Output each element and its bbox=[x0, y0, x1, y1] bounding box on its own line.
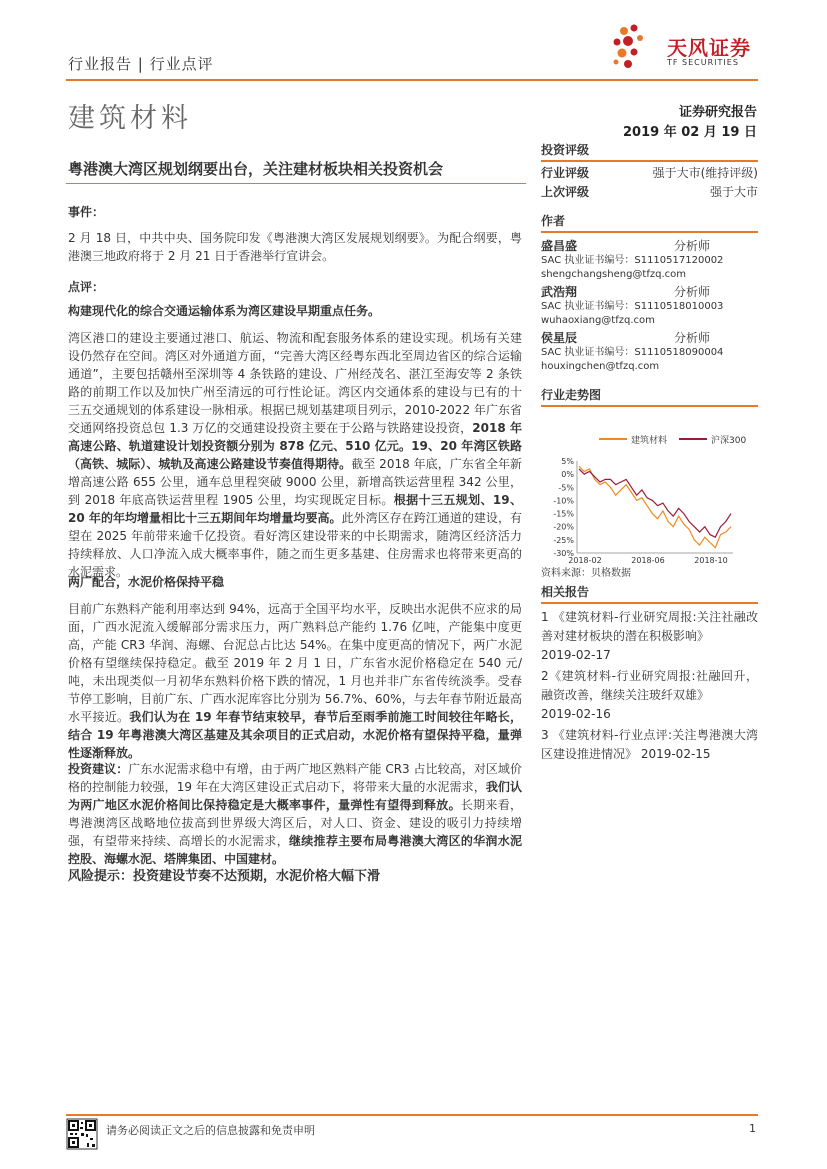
comment-section bbox=[68, 278, 522, 581]
prev-rating-label: 上次评级 bbox=[541, 185, 590, 199]
author-name: 侯星辰 bbox=[541, 331, 578, 345]
para1-b: 2018 年高速公路、轨道建设计划投资额分别为 878 亿元、510 亿元。19、20 年湾区铁路（高铁、城际）、城轨及高速公路建设节奏值得期待。 bbox=[68, 421, 523, 471]
cement-section bbox=[68, 573, 522, 762]
para1-e: 此外湾区存在跨江通道的建设，有望在 2025 年前带来逾千亿投资。看好湾区建设带来的中长期需求，随湾区经济活力持续释放、人口净流入成大概率事件，随之而生更多基建、住房需求也将带来更高的水泥需求。 bbox=[68, 511, 522, 579]
series-line bbox=[579, 469, 731, 537]
author-item bbox=[541, 285, 758, 328]
author-cert: SAC 执业证书编号：S1110518090004 bbox=[541, 347, 724, 358]
qr-code-icon bbox=[66, 1118, 98, 1150]
related-item-text: 2《建筑材料-行业研究周报:社融回升，融资改善，继续关注玻纤双雄》 bbox=[541, 669, 758, 702]
section2-title: 两广配合，水泥价格保持平稳 bbox=[68, 575, 225, 589]
prev-rating-value: 强于大市 bbox=[709, 185, 758, 199]
author-role: 分析师 bbox=[673, 331, 710, 345]
related-item-date: 2019-02-16 bbox=[541, 707, 611, 721]
invest-label: 投资建议： bbox=[68, 762, 129, 776]
invest-c: 长期来看，粤港澳湾区战略地位拔高到世界级大湾区后，对人口、资金、建设的吸引力持续增强，有望带来持续、高增长的水泥需求， bbox=[68, 798, 522, 848]
report-type: 证券研究报告 bbox=[678, 105, 757, 120]
header-divider bbox=[66, 79, 758, 81]
x-tick-label: 2018-06 bbox=[631, 556, 665, 563]
rating-row bbox=[541, 164, 758, 183]
author-cert: SAC 执业证书编号：S1110518010003 bbox=[541, 301, 724, 312]
para2-a: 目前广东熟料产能利用率达到 94%，远高于全国平均水平，反映出水泥供不应求的局面，广西水泥流入缓解部分需求压力，两广熟料总产能约 1.76 亿吨，产能集中度更高，产能 CR3 华润、海螺、台泥总占比达 54%。在集中度更高的情况下，两广水泥价格有望继续保持稳定。截至 2019 年 2 月 1 日，广东省水泥价格稳定在 540 元/吨，未出现类似一月初华东熟料价格下跌的情况，1 月也并非广东省传统淡季。受春节停工影响，目前广东、广西水泥库容比分别为 56.7%、60%，与去年春节附近最高水平接近。 bbox=[68, 602, 522, 724]
report-date: 2019 年 02 月 19 日 bbox=[623, 125, 757, 140]
author-title: 作者 bbox=[541, 212, 758, 233]
y-tick-label: 5% bbox=[561, 457, 574, 466]
rating-box bbox=[541, 141, 758, 202]
risk-warning: 风险提示：投资建设节奏不达预期，水泥价格大幅下滑 bbox=[68, 869, 381, 884]
trend-box bbox=[541, 386, 758, 581]
author-email[interactable]: houxingchen@tfzq.com bbox=[541, 361, 660, 372]
related-item[interactable] bbox=[541, 726, 758, 764]
author-email[interactable]: shengchangsheng@tfzq.com bbox=[541, 269, 686, 280]
author-email[interactable]: wuhaoxiang@tfzq.com bbox=[541, 315, 655, 326]
legend-label: 沪深300 bbox=[711, 436, 747, 446]
series-line bbox=[579, 466, 731, 547]
related-item[interactable] bbox=[541, 608, 758, 665]
section1-title: 构建现代化的综合交通运输体系为湾区建设早期重点任务。 bbox=[68, 304, 381, 318]
rating-title: 投资评级 bbox=[541, 141, 758, 162]
author-item bbox=[541, 239, 758, 282]
author-box bbox=[541, 212, 758, 374]
author-role: 分析师 bbox=[673, 285, 710, 299]
industry-title: 建筑材料 bbox=[68, 103, 192, 134]
y-tick-label: -20% bbox=[553, 522, 574, 532]
para1-d: 根据十三五规划、19、20 年的年均增量相比十三五期间年均增量均要高。 bbox=[68, 493, 522, 525]
section1-paragraph bbox=[68, 329, 522, 581]
related-item-text: 1 《建筑材料-行业研究周报:关注社融改善对建材板块的潜在积极影响》 bbox=[541, 610, 758, 643]
y-tick-label: -10% bbox=[553, 496, 574, 506]
y-tick-label: -5% bbox=[558, 483, 574, 493]
logo-mark-icon bbox=[612, 22, 664, 74]
invest-b: 我们认为两广地区水泥价格间比保持稳定是大概率事件，量弹性有望得到释放。 bbox=[68, 780, 522, 812]
logo-text-cn: 天风证券 bbox=[667, 36, 751, 60]
para1-c: 截至 2018 年底，广东省全年新增高速公路 655 公里，通车总里程突破 9000 公里，新增高铁运营里程 342 公里，到 2018 年底高铁运营里程 1905 公里，均实现既定目标。 bbox=[68, 457, 522, 507]
para1-a: 湾区港口的建设主要通过港口、航运、物流和配套服务体系的建设实现。机场有关建设仍然存在空间。湾区对外通道方面，“完善大湾区经粤东西北至周边省区的综合运输通道”，主要包括赣州至深圳等 4 条铁路的建设、广州经茂名、湛江至海安等 2 条铁路的前期工作以及加快广州至清远的可行性论证。湾区内交通体系的建设与已有的十三五交通规划的体系建设一脉相承。根据已规划基建项目列示，2010-2022 年广东省交通网络投资总包 1.3 万亿的交通建设投资主要在于公路与铁路建设投资， bbox=[68, 331, 522, 435]
chart-source: 资料来源：贝格数据 bbox=[541, 568, 631, 579]
y-tick-label: -30% bbox=[553, 549, 574, 558]
report-headline: 粤港澳大湾区规划纲要出台，关注建材板块相关投资机会 bbox=[68, 160, 444, 178]
related-item-text: 3 《建筑材料-行业点评:关注粤港澳大湾区建设推进情况》 2019-02-15 bbox=[541, 728, 758, 761]
footer-divider bbox=[66, 1114, 758, 1116]
y-tick-label: 0% bbox=[561, 470, 574, 480]
y-tick-label: -25% bbox=[553, 535, 574, 545]
author-item bbox=[541, 331, 758, 374]
related-box bbox=[541, 583, 758, 764]
legend-label: 建筑材料 bbox=[631, 436, 668, 446]
event-text: 2 月 18 日，中共中央、国务院印发《粤港澳大湾区发展规划纲要》。为配合纲要，粤港澳三地政府将于 2 月 21 日于香港举行宣讲会。 bbox=[68, 231, 522, 263]
invest-a: 广东水泥需求稳中有增，由于两广地区熟料产能 CR3 占比较高，对区域价格的控制能力较强，19 年在大湾区建设正式启动下，将带来大量的水泥需求， bbox=[68, 762, 522, 794]
author-role: 分析师 bbox=[673, 239, 710, 253]
industry-trend-chart bbox=[541, 413, 758, 563]
invest-d: 继续推荐主要布局粤港澳大湾区的华润水泥控股、海螺水泥、塔牌集团、中国建材。 bbox=[68, 834, 522, 866]
para2-b: 我们认为在 19 年春节结束较早，春节后至雨季前施工时间较往年略长，结合 19 年粤港澳大湾区基建及其余项目的正式启动，水泥价格有望保持平稳，量弹性逐渐释放。 bbox=[68, 710, 522, 760]
related-title: 相关报告 bbox=[541, 583, 758, 604]
headline-divider bbox=[66, 183, 526, 184]
author-name: 武浩翔 bbox=[541, 285, 578, 299]
rating-value: 强于大市(维持评级) bbox=[652, 166, 758, 180]
page-number: 1 bbox=[749, 1122, 756, 1135]
related-item-date: 2019-02-17 bbox=[541, 648, 611, 662]
investment-paragraph bbox=[68, 760, 522, 868]
event-section bbox=[68, 203, 522, 265]
comment-label: 点评： bbox=[68, 280, 105, 294]
y-tick-label: -15% bbox=[553, 509, 574, 519]
x-tick-label: 2018-10 bbox=[694, 556, 728, 563]
report-category: 行业报告 | 行业点评 bbox=[68, 55, 214, 73]
rating-label: 行业评级 bbox=[541, 166, 590, 180]
logo-text-en: TF SECURITIES bbox=[667, 58, 739, 67]
x-tick-label: 2018-02 bbox=[568, 556, 602, 563]
related-item[interactable] bbox=[541, 667, 758, 724]
footer-disclaimer: 请务必阅读正文之后的信息披露和免责申明 bbox=[106, 1124, 315, 1137]
event-label: 事件： bbox=[68, 205, 105, 219]
author-cert: SAC 执业证书编号：S1110517120002 bbox=[541, 255, 724, 266]
author-name: 盛昌盛 bbox=[541, 239, 578, 253]
investment-section bbox=[68, 760, 522, 886]
prev-rating-row bbox=[541, 183, 758, 202]
trend-title: 行业走势图 bbox=[541, 386, 758, 407]
section2-paragraph bbox=[68, 600, 522, 762]
